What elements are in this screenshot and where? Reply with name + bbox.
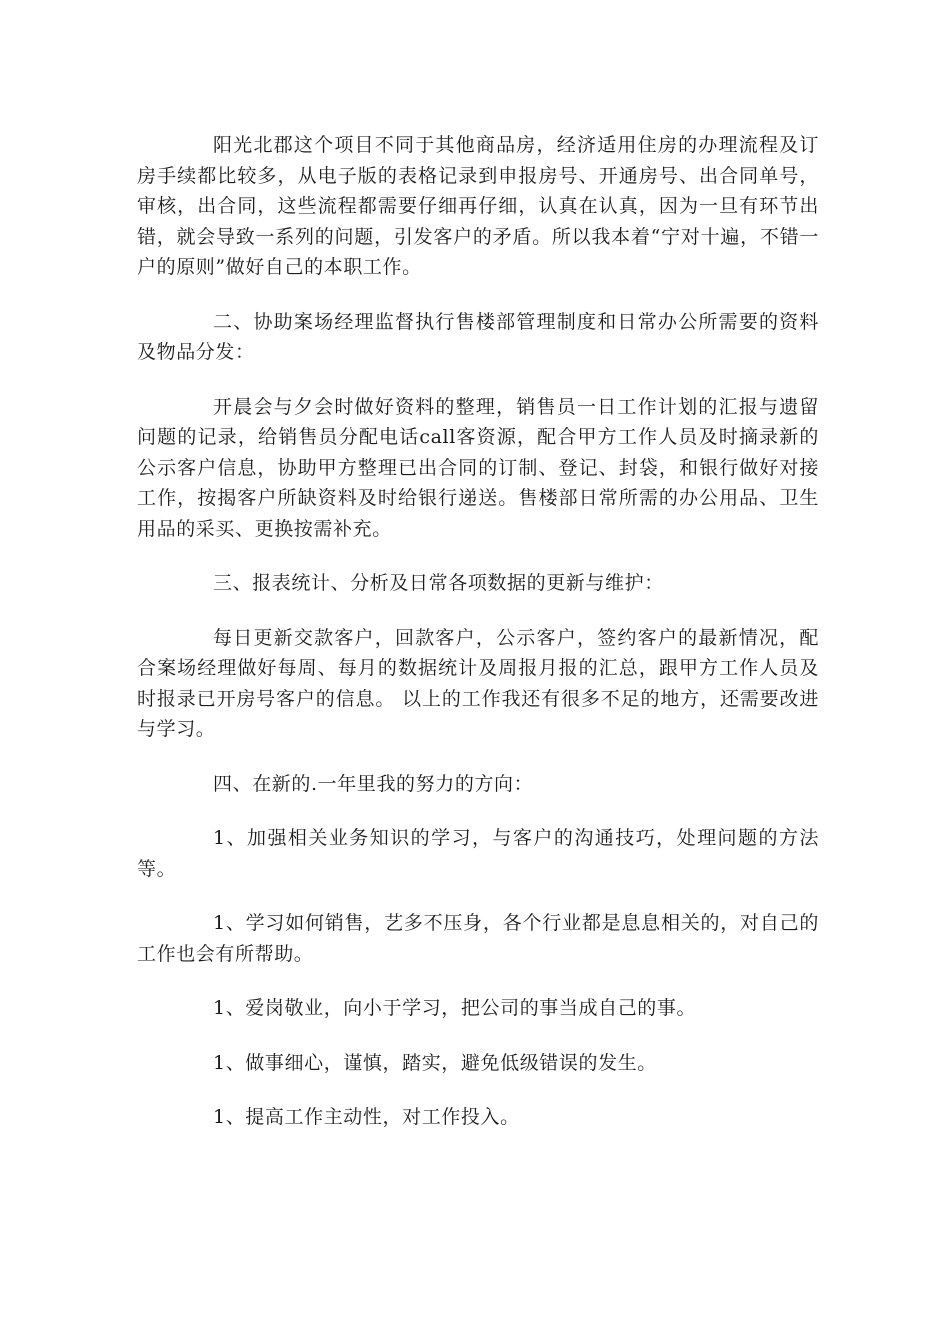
list-item: 1、做事细心，谨慎，踏实，避免低级错误的发生。 — [213, 1051, 657, 1074]
list-item: 1、加强相关业务知识的学习，与客户的沟通技巧，处理问题的方法等。 — [137, 827, 819, 880]
list-item: 1、爱岗敬业，向小于学习，把公司的事当成自己的事。 — [213, 997, 697, 1019]
section-heading-2: 二、协助案场经理监督执行售楼部管理制度和日常办公所需要的资料及物品分发： — [137, 310, 819, 363]
section-heading-3: 三、报表统计、分析及日常各项数据的更新与维护： — [213, 572, 664, 594]
list-item: 1、学习如何销售，艺多不压身，各个行业都是息息相关的，对自己的工作也会有所帮助。 — [137, 912, 819, 965]
section-heading-4: 四、在新的.一年里我的努力的方向： — [213, 772, 534, 795]
paragraph-daily-meetings: 开晨会与夕会时做好资料的整理，销售员一日工作计划的汇报与遗留问题的记录，给销售员分配电话call客资源，配合甲方工作人员及时摘录新的公示客户信息，协助甲方整理已出合同的订制、登记、封袋，和银行做好对接工作，按揭客户所缺资料及时给银行递送。售楼部日常所需的办公用品、卫生用品的采买、更换按需补充。 — [137, 395, 819, 540]
document-body — [137, 130, 819, 1157]
paragraph-data-updates: 每日更新交款客户，回款客户，公示客户，签约客户的最新情况，配合案场经理做好每周、每月的数据统计及周报月报的汇总，跟甲方工作人员及时报录已开房号客户的信息。 以上的工作我还有很多不足的地方，还需要改进与学习。 — [137, 626, 819, 740]
list-item: 1、提高工作主动性，对工作投入。 — [213, 1106, 520, 1128]
paragraph-project-workflow: 阳光北郡这个项目不同于其他商品房，经济适用住房的办理流程及订房手续都比较多，从电子版的表格记录到申报房号、开通房号、出合同单号，审核，出合同，这些流程都需要仔细再仔细，认真在认真，因为一旦有环节出错，就会导致一系列的问题，引发客户的矛盾。所以我本着“宁对十遍，不错一户的原则”做好自己的本职工作。 — [137, 134, 819, 278]
